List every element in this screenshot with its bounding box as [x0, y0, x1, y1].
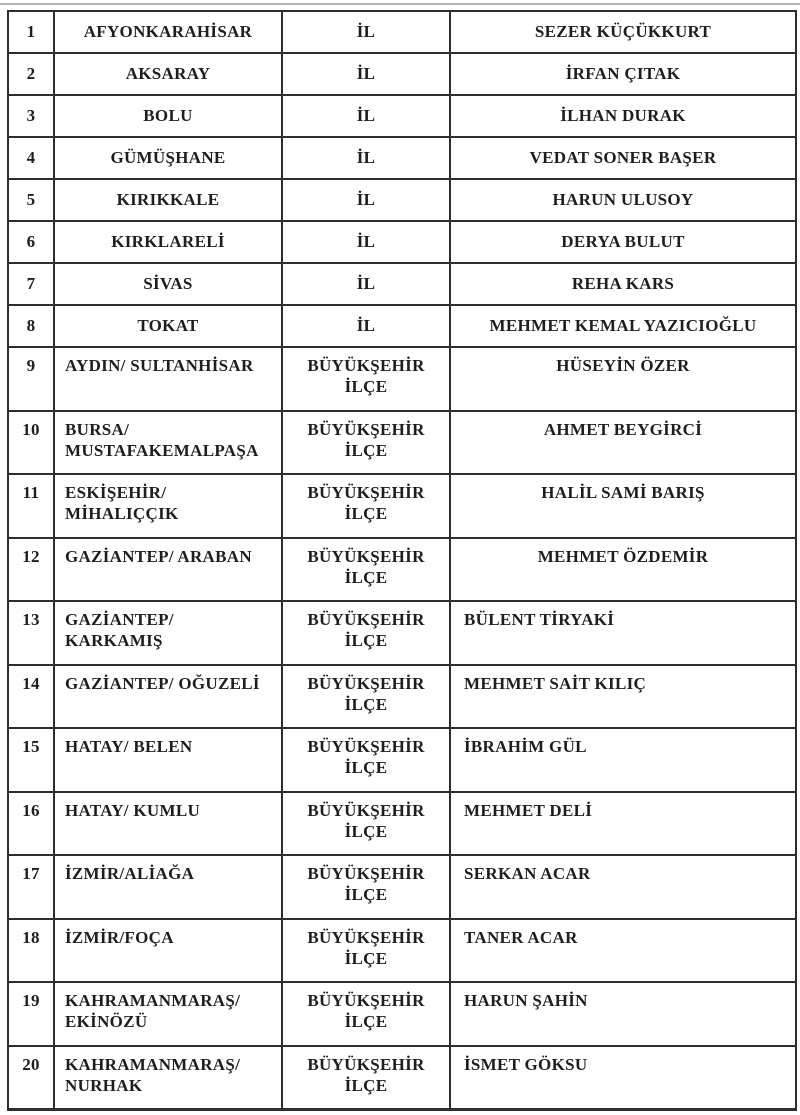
type-line-1: BÜYÜKŞEHİR	[307, 800, 425, 820]
row-number: 11	[8, 474, 54, 538]
location-line-1: GAZİANTEP/	[65, 610, 174, 629]
type-line-1: İL	[356, 232, 376, 251]
type-line-2: İLÇE	[344, 948, 388, 968]
type-line-1: İL	[356, 316, 376, 335]
candidate-name-cell: TANER ACAR	[450, 919, 796, 983]
location-line-1: İZMİR/FOÇA	[65, 927, 174, 947]
location-line-1: GAZİANTEP/ OĞUZELİ	[65, 673, 260, 693]
type-line-1: BÜYÜKŞEHİR	[307, 419, 425, 439]
location-line-1: AYDIN/ SULTANHİSAR	[65, 356, 254, 375]
row-number: 9	[8, 347, 54, 411]
row-number: 19	[8, 982, 54, 1046]
type-line-1: BÜYÜKŞEHİR	[307, 610, 425, 629]
province-district-cell	[54, 474, 282, 538]
candidate-name-cell: HARUN ULUSOY	[450, 179, 796, 221]
candidate-name-cell: İSMET GÖKSU	[450, 1046, 796, 1110]
row-number: 7	[8, 263, 54, 305]
location-line-2: KARKAMIŞ	[65, 631, 163, 650]
table-row	[8, 538, 796, 602]
table-row	[8, 601, 796, 665]
row-number: 18	[8, 919, 54, 983]
candidate-name-cell: SERKAN ACAR	[450, 855, 796, 919]
table-row	[8, 792, 796, 856]
table-row	[8, 263, 796, 305]
row-number: 10	[8, 411, 54, 475]
table-row	[8, 982, 796, 1046]
row-number: 4	[8, 137, 54, 179]
unit-type-cell	[282, 474, 450, 538]
type-line-2: İLÇE	[344, 504, 388, 523]
row-number: 1	[8, 11, 54, 53]
unit-type-cell	[282, 601, 450, 665]
row-number: 8	[8, 305, 54, 347]
location-line-1: HATAY/ KUMLU	[65, 800, 201, 820]
type-line-1: İL	[356, 22, 376, 41]
table-row	[8, 137, 796, 179]
province-district-cell	[54, 263, 282, 305]
type-line-1: BÜYÜKŞEHİR	[307, 673, 425, 693]
location-line-1: GÜMÜŞHANE	[110, 148, 226, 167]
row-number: 20	[8, 1046, 54, 1110]
province-district-cell	[54, 538, 282, 602]
location-line-2: MİHALIÇÇIK	[65, 504, 179, 523]
unit-type-cell	[282, 263, 450, 305]
table-row	[8, 1046, 796, 1110]
candidate-name-cell: MEHMET ÖZDEMİR	[450, 538, 796, 602]
table-row	[8, 221, 796, 263]
location-line-1: GAZİANTEP/ ARABAN	[65, 546, 252, 566]
row-number: 6	[8, 221, 54, 263]
unit-type-cell	[282, 538, 450, 602]
type-line-2: İLÇE	[344, 377, 388, 396]
province-district-cell	[54, 347, 282, 411]
location-line-2: MUSTAFAKEMALPAŞA	[65, 440, 259, 460]
candidate-name-cell: İRFAN ÇITAK	[450, 53, 796, 95]
type-line-2: İLÇE	[344, 631, 388, 650]
province-district-cell	[54, 411, 282, 475]
province-district-cell	[54, 1046, 282, 1110]
province-district-cell	[54, 221, 282, 263]
location-line-1: AFYONKARAHİSAR	[83, 22, 253, 41]
location-line-1: AKSARAY	[125, 64, 211, 83]
row-number: 17	[8, 855, 54, 919]
location-line-1: KAHRAMANMARAŞ/	[65, 991, 241, 1010]
province-district-cell	[54, 53, 282, 95]
unit-type-cell	[282, 53, 450, 95]
row-number: 14	[8, 665, 54, 729]
location-line-1: ESKİŞEHİR/	[65, 483, 167, 502]
candidate-name-cell: DERYA BULUT	[450, 221, 796, 263]
unit-type-cell	[282, 347, 450, 411]
province-district-cell	[54, 305, 282, 347]
unit-type-cell	[282, 11, 450, 53]
type-line-2: İLÇE	[344, 885, 388, 904]
type-line-1: İL	[356, 274, 376, 293]
table-row	[8, 53, 796, 95]
unit-type-cell	[282, 137, 450, 179]
table-row	[8, 919, 796, 983]
table-row	[8, 411, 796, 475]
type-line-1: BÜYÜKŞEHİR	[307, 864, 425, 883]
unit-type-cell	[282, 1046, 450, 1110]
location-line-2: EKİNÖZÜ	[65, 1012, 148, 1031]
candidate-name-cell: HALİL SAMİ BARIŞ	[450, 474, 796, 538]
location-line-1: KIRKLARELİ	[111, 232, 225, 251]
unit-type-cell	[282, 792, 450, 856]
unit-type-cell	[282, 179, 450, 221]
province-district-cell	[54, 601, 282, 665]
type-line-2: İLÇE	[344, 440, 388, 460]
location-line-1: BOLU	[143, 106, 193, 125]
candidate-name-cell: HÜSEYİN ÖZER	[450, 347, 796, 411]
location-line-1: BURSA/	[65, 419, 130, 439]
type-line-2: İLÇE	[344, 821, 388, 841]
type-line-1: İL	[356, 148, 376, 167]
unit-type-cell	[282, 411, 450, 475]
type-line-2: İLÇE	[344, 1012, 388, 1031]
type-line-1: BÜYÜKŞEHİR	[307, 356, 425, 375]
candidate-name-cell: BÜLENT TİRYAKİ	[450, 601, 796, 665]
row-number: 3	[8, 95, 54, 137]
province-district-cell	[54, 11, 282, 53]
candidate-name-cell: MEHMET DELİ	[450, 792, 796, 856]
candidate-list-table	[7, 10, 797, 1111]
candidate-name-cell: İLHAN DURAK	[450, 95, 796, 137]
province-district-cell	[54, 137, 282, 179]
unit-type-cell	[282, 728, 450, 792]
table-row	[8, 728, 796, 792]
unit-type-cell	[282, 855, 450, 919]
row-number: 16	[8, 792, 54, 856]
province-district-cell	[54, 982, 282, 1046]
location-line-1: SİVAS	[143, 274, 193, 293]
type-line-2: İLÇE	[344, 758, 388, 777]
table-row	[8, 665, 796, 729]
type-line-2: İLÇE	[344, 1075, 388, 1095]
type-line-1: İL	[356, 190, 376, 209]
location-line-1: KIRIKKALE	[116, 190, 220, 209]
candidate-name-cell: REHA KARS	[450, 263, 796, 305]
province-district-cell	[54, 919, 282, 983]
location-line-1: TOKAT	[137, 316, 199, 335]
table-row	[8, 474, 796, 538]
table-row	[8, 855, 796, 919]
row-number: 5	[8, 179, 54, 221]
unit-type-cell	[282, 305, 450, 347]
row-number: 12	[8, 538, 54, 602]
province-district-cell	[54, 95, 282, 137]
unit-type-cell	[282, 919, 450, 983]
type-line-1: BÜYÜKŞEHİR	[307, 1054, 425, 1074]
type-line-1: BÜYÜKŞEHİR	[307, 737, 425, 756]
type-line-1: BÜYÜKŞEHİR	[307, 927, 425, 947]
province-district-cell	[54, 179, 282, 221]
table-body	[8, 11, 796, 1109]
candidate-name-cell: SEZER KÜÇÜKKURT	[450, 11, 796, 53]
row-number: 15	[8, 728, 54, 792]
type-line-2: İLÇE	[344, 694, 388, 714]
type-line-1: BÜYÜKŞEHİR	[307, 546, 425, 566]
table-row	[8, 179, 796, 221]
table-row	[8, 11, 796, 53]
type-line-1: BÜYÜKŞEHİR	[307, 483, 425, 502]
location-line-1: KAHRAMANMARAŞ/	[65, 1054, 241, 1074]
candidate-name-cell: VEDAT SONER BAŞER	[450, 137, 796, 179]
location-line-2: NURHAK	[65, 1075, 143, 1095]
row-number: 2	[8, 53, 54, 95]
candidate-name-cell: HARUN ŞAHİN	[450, 982, 796, 1046]
type-line-1: İL	[356, 106, 376, 125]
type-line-2: İLÇE	[344, 567, 388, 587]
candidate-name-cell: AHMET BEYGİRCİ	[450, 411, 796, 475]
location-line-1: HATAY/ BELEN	[65, 737, 193, 756]
province-district-cell	[54, 665, 282, 729]
province-district-cell	[54, 855, 282, 919]
candidate-name-cell: MEHMET SAİT KILIÇ	[450, 665, 796, 729]
table-row	[8, 347, 796, 411]
province-district-cell	[54, 728, 282, 792]
row-number: 13	[8, 601, 54, 665]
location-line-1: İZMİR/ALİAĞA	[65, 864, 195, 883]
unit-type-cell	[282, 95, 450, 137]
unit-type-cell	[282, 221, 450, 263]
unit-type-cell	[282, 982, 450, 1046]
candidate-name-cell: İBRAHİM GÜL	[450, 728, 796, 792]
table-row	[8, 95, 796, 137]
cropped-row-border-line	[0, 3, 800, 5]
unit-type-cell	[282, 665, 450, 729]
table-row	[8, 305, 796, 347]
province-district-cell	[54, 792, 282, 856]
type-line-1: BÜYÜKŞEHİR	[307, 991, 425, 1010]
type-line-1: İL	[356, 64, 376, 83]
candidate-name-cell: MEHMET KEMAL YAZICIOĞLU	[450, 305, 796, 347]
